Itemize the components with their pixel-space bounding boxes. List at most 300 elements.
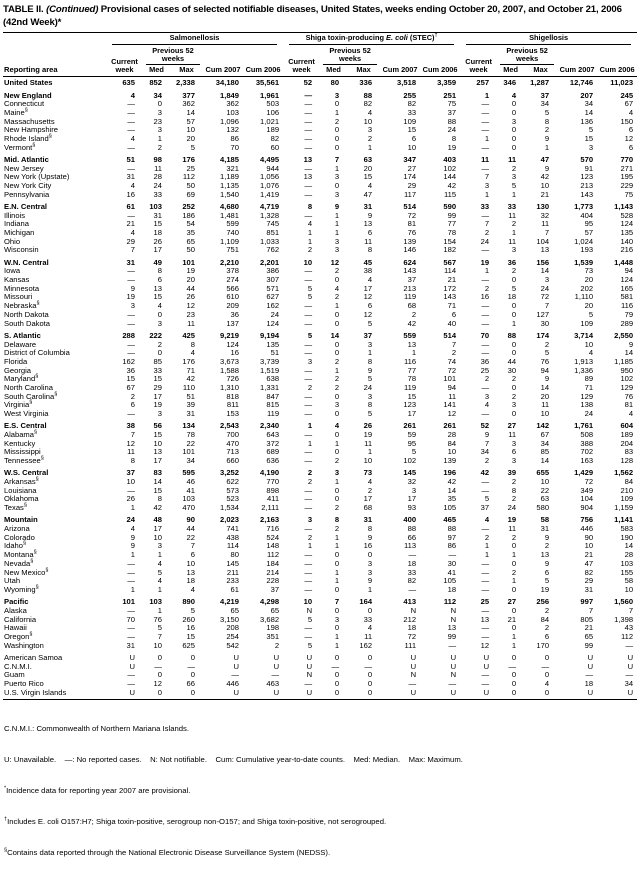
value-cell: 17: [407, 494, 417, 504]
col-header-max: Max: [356, 65, 371, 75]
value-cell: 0: [511, 670, 517, 680]
value-cell: 10: [540, 477, 550, 487]
value-cell: 0: [157, 670, 162, 680]
value-cell: 10: [363, 456, 373, 466]
value-cell: 5: [307, 640, 313, 650]
value-cell: 14: [330, 330, 340, 340]
value-cell: N: [410, 670, 417, 680]
title-rest: Provisional cases of selected notifiable diseases, United States, weeks ending October 20, 2007, and October 21, 2006 (42nd Week)*: [3, 4, 622, 28]
value-cell: 10: [407, 142, 417, 152]
value-cell: 14: [624, 541, 634, 551]
value-cell: 116: [621, 301, 634, 311]
value-cell: 4: [157, 576, 162, 586]
value-cell: 86: [230, 134, 239, 144]
value-cell: 655: [536, 468, 550, 478]
value-cell: 39: [507, 468, 517, 478]
value-cell: 16: [480, 292, 490, 302]
value-cell: 102: [403, 456, 417, 466]
value-cell: 508: [580, 430, 594, 440]
value-cell: 11: [364, 632, 373, 641]
value-cell: —: [304, 163, 313, 173]
value-cell: 66: [186, 679, 195, 689]
value-cell: 34: [540, 438, 550, 448]
value-cell: 0: [511, 142, 517, 152]
value-cell: 3: [157, 318, 162, 328]
value-cell: 745: [266, 219, 280, 229]
value-cell: 20: [584, 301, 594, 311]
value-cell: 153: [226, 409, 239, 419]
value-cell: —: [448, 640, 457, 650]
value-cell: 1,135: [219, 181, 239, 191]
value-cell: 88: [363, 90, 373, 100]
value-cell: 135: [266, 339, 280, 349]
value-cell: 1: [307, 421, 313, 431]
value-cell: 0: [334, 687, 340, 697]
value-cell: 2: [334, 116, 340, 126]
value-cell: 28: [447, 430, 457, 440]
value-cell: 68: [363, 503, 373, 513]
table-row: [3, 109, 637, 118]
value-cell: 59: [407, 430, 417, 440]
value-cell: 123: [580, 172, 594, 182]
value-cell: 1,560: [614, 597, 634, 607]
value-cell: 11: [154, 163, 162, 173]
value-cell: 351: [266, 632, 280, 641]
value-cell: U: [450, 661, 457, 671]
value-cell: 1: [411, 348, 417, 358]
value-cell: 5: [588, 309, 594, 319]
value-cell: 4,298: [260, 597, 280, 607]
value-cell: 5: [484, 494, 490, 504]
value-cell: 2: [544, 605, 550, 615]
table-row: [3, 267, 637, 276]
value-cell: 4: [130, 228, 135, 238]
value-cell: 446: [580, 524, 594, 534]
value-cell: 5: [190, 142, 195, 152]
value-cell: 13: [153, 447, 162, 457]
value-cell: 5: [411, 447, 417, 457]
value-cell: 81: [407, 219, 417, 229]
value-cell: 3: [334, 245, 340, 255]
value-cell: —: [481, 632, 490, 641]
value-cell: 2: [334, 266, 340, 276]
value-cell: 1: [511, 318, 517, 328]
value-cell: 950: [620, 365, 634, 375]
value-cell: 9: [544, 163, 550, 173]
value-cell: 2: [307, 468, 313, 478]
value-cell: 184: [266, 558, 280, 568]
value-cell: 12: [624, 134, 634, 144]
value-cell: 67: [540, 430, 550, 440]
reporting-area-cell: New Hampshire: [4, 125, 59, 135]
value-cell: 233: [226, 576, 239, 586]
value-cell: 571: [266, 283, 280, 293]
reporting-area-cell: W.N. Central: [4, 257, 49, 267]
value-cell: 2: [484, 374, 490, 384]
value-cell: 567: [443, 257, 457, 267]
table-row: [3, 504, 637, 513]
value-cell: 6: [367, 301, 373, 311]
value-cell: 72: [540, 292, 550, 302]
value-cell: 24: [507, 503, 517, 513]
value-cell: 503: [266, 99, 280, 109]
value-cell: 4: [334, 283, 340, 293]
value-cell: 170: [536, 640, 550, 650]
value-cell: —: [408, 584, 417, 594]
value-cell: 2: [307, 383, 313, 393]
table-row: [3, 560, 637, 569]
value-cell: U: [410, 661, 417, 671]
value-cell: 3: [334, 614, 340, 624]
value-cell: 139: [443, 456, 457, 466]
value-cell: 186: [182, 210, 195, 220]
value-cell: —: [304, 309, 313, 319]
value-cell: 72: [407, 632, 417, 641]
value-cell: 81: [624, 400, 634, 410]
value-cell: 23: [186, 309, 195, 319]
value-cell: 1,143: [614, 201, 634, 211]
value-cell: 82: [270, 134, 280, 144]
value-cell: 73: [584, 266, 594, 276]
value-cell: 13: [153, 283, 162, 293]
value-cell: 31: [126, 172, 135, 182]
reporting-area-cell: Mississippi: [4, 447, 41, 457]
value-cell: 12: [186, 301, 195, 311]
value-cell: 94: [540, 365, 550, 375]
value-cell: 7: [484, 438, 490, 448]
value-cell: 627: [266, 292, 280, 302]
value-cell: 251: [443, 90, 457, 100]
value-cell: 0: [511, 558, 517, 568]
value-cell: 146: [403, 245, 417, 255]
value-cell: 1: [367, 447, 373, 457]
value-cell: 5: [307, 283, 313, 293]
value-cell: 2: [307, 532, 313, 542]
value-cell: 255: [403, 90, 417, 100]
value-cell: 41: [447, 567, 457, 577]
value-cell: 105: [443, 576, 457, 586]
value-cell: 31: [584, 584, 594, 594]
value-cell: —: [304, 339, 313, 349]
value-cell: 1: [334, 640, 340, 650]
value-cell: —: [127, 318, 135, 328]
value-cell: 0: [334, 558, 340, 568]
value-cell: 2,111: [261, 503, 280, 513]
value-cell: 1,189: [219, 172, 239, 182]
value-cell: —: [508, 661, 517, 671]
value-cell: 3: [334, 90, 340, 100]
value-cell: 124: [620, 275, 634, 285]
value-cell: 176: [182, 154, 195, 164]
value-cell: 41: [186, 485, 195, 495]
reporting-area-cell: Georgia: [4, 365, 32, 375]
value-cell: 7: [157, 632, 162, 641]
value-cell: 145: [403, 468, 417, 478]
value-cell: U: [587, 652, 594, 662]
value-cell: 63: [540, 494, 550, 504]
value-cell: 2: [334, 356, 340, 366]
reporting-area-cell: Maryland§: [4, 373, 39, 384]
value-cell: —: [127, 142, 135, 152]
value-cell: 3: [157, 409, 162, 419]
value-cell: 1,913: [574, 356, 594, 366]
value-cell: 3: [367, 567, 373, 577]
value-cell: 1,033: [260, 236, 280, 246]
value-cell: 98: [153, 154, 162, 164]
value-cell: —: [481, 485, 490, 495]
value-cell: 2: [451, 348, 457, 358]
value-cell: 2: [511, 532, 517, 542]
value-cell: 559: [403, 330, 417, 340]
value-cell: 11: [508, 154, 517, 164]
value-cell: 890: [182, 597, 195, 607]
value-cell: 15: [126, 374, 135, 384]
reporting-area-cell: Texas§: [4, 502, 27, 513]
value-cell: 26: [186, 292, 195, 302]
table-row: [3, 191, 637, 200]
value-cell: 815: [266, 400, 280, 410]
value-cell: 99: [447, 632, 457, 641]
table-row: [3, 341, 637, 350]
value-cell: U: [306, 687, 313, 697]
value-cell: 38: [363, 266, 373, 276]
value-cell: 3: [588, 142, 594, 152]
value-cell: 174: [536, 330, 550, 340]
value-cell: 1,398: [614, 614, 634, 624]
value-cell: 2: [334, 503, 340, 513]
value-cell: U: [410, 652, 417, 662]
value-cell: 10: [186, 125, 195, 135]
value-cell: 195: [620, 172, 634, 182]
value-cell: —: [481, 210, 490, 220]
value-cell: 32: [407, 477, 417, 487]
value-cell: 104: [536, 236, 550, 246]
value-cell: 2: [367, 485, 373, 495]
value-cell: 4: [130, 134, 135, 144]
value-cell: 1,056: [260, 172, 280, 182]
value-cell: 10: [126, 477, 135, 487]
value-cell: 7: [130, 430, 135, 440]
value-cell: 0: [190, 652, 195, 662]
value-cell: 638: [266, 374, 280, 384]
value-cell: 3: [367, 391, 373, 401]
value-cell: 20: [186, 275, 195, 285]
value-cell: —: [481, 99, 490, 109]
value-cell: —: [304, 456, 313, 466]
value-cell: 4: [511, 90, 517, 100]
value-cell: —: [304, 485, 313, 495]
table-row: [3, 680, 637, 689]
value-cell: 1,540: [219, 189, 239, 199]
col-header-cum-2006: Cum 2006: [245, 65, 281, 75]
value-cell: —: [304, 266, 313, 276]
value-cell: —: [481, 309, 490, 319]
value-cell: 1: [367, 348, 373, 358]
value-cell: 9: [334, 201, 340, 211]
value-cell: 438: [226, 532, 239, 542]
value-cell: 80: [330, 78, 340, 88]
value-cell: 347: [403, 154, 417, 164]
value-cell: 19: [507, 515, 517, 525]
value-cell: 29: [584, 576, 594, 586]
value-cell: 388: [580, 438, 594, 448]
value-cell: 128: [620, 456, 634, 466]
value-cell: 1: [157, 550, 162, 560]
value-cell: 3,150: [219, 614, 239, 624]
reporting-area-cell: Arizona: [4, 524, 30, 534]
value-cell: 1,849: [219, 90, 239, 100]
value-cell: 11: [508, 210, 517, 220]
value-cell: 700: [226, 430, 239, 440]
value-cell: 35,561: [255, 78, 280, 88]
value-cell: 1: [307, 541, 313, 551]
table-body: [3, 77, 637, 700]
value-cell: —: [127, 125, 135, 135]
value-cell: 51: [186, 391, 195, 401]
value-cell: 8: [334, 515, 340, 525]
value-cell: 0: [334, 447, 340, 457]
table-row: [3, 642, 637, 651]
table-row: [3, 126, 637, 135]
value-cell: 610: [226, 292, 239, 302]
value-cell: 636: [266, 456, 280, 466]
value-cell: 52: [480, 421, 490, 431]
value-cell: 14: [624, 348, 634, 358]
reporting-area-cell: Utah: [4, 576, 21, 586]
value-cell: 362: [182, 99, 195, 109]
value-cell: 65: [584, 632, 594, 641]
reporting-area-cell: Michigan: [4, 228, 35, 238]
value-cell: 1,310: [219, 383, 239, 393]
value-cell: 245: [620, 90, 634, 100]
value-cell: 47: [584, 558, 594, 568]
value-cell: 25: [480, 597, 490, 607]
value-cell: 127: [536, 309, 550, 319]
reporting-area-cell: District of Columbia: [4, 348, 70, 358]
value-cell: N: [306, 605, 313, 615]
value-cell: 1,159: [614, 503, 634, 513]
page-title: [3, 4, 637, 33]
value-cell: 1,534: [219, 503, 239, 513]
value-cell: 0: [334, 550, 340, 560]
value-cell: 70: [126, 614, 135, 624]
table-row: [3, 586, 637, 595]
col-header-current-week: Current week: [111, 56, 138, 75]
value-cell: 71: [186, 365, 195, 375]
value-cell: 38: [126, 421, 135, 431]
value-cell: 15: [584, 134, 594, 144]
value-cell: 2: [411, 309, 417, 319]
value-cell: 4,185: [219, 154, 239, 164]
value-cell: 378: [226, 266, 239, 276]
value-cell: —: [625, 670, 634, 680]
value-cell: 83: [624, 447, 634, 457]
value-cell: 4: [367, 477, 373, 487]
reporting-area-cell: Mid. Atlantic: [4, 154, 49, 164]
value-cell: 5: [190, 605, 195, 615]
value-cell: 50: [186, 181, 195, 191]
value-cell: 0: [511, 687, 517, 697]
value-cell: 162: [359, 640, 373, 650]
value-cell: —: [481, 584, 490, 594]
value-cell: 8: [130, 456, 135, 466]
value-cell: —: [481, 605, 490, 615]
value-cell: —: [481, 163, 490, 173]
value-cell: 22: [186, 532, 195, 542]
value-cell: 1: [484, 90, 490, 100]
value-cell: 4: [307, 219, 313, 229]
value-cell: 1: [334, 301, 340, 311]
value-cell: 11,023: [610, 78, 634, 88]
value-cell: 9: [484, 430, 490, 440]
value-cell: 7: [130, 245, 135, 255]
value-cell: 4: [157, 558, 162, 568]
value-cell: 811: [226, 400, 239, 410]
value-cell: 1: [307, 228, 313, 238]
col-header-cum-2007: Cum 2007: [382, 65, 418, 75]
col-header-previous-52-weeks: Previous 52 weeks: [320, 45, 380, 65]
value-cell: 113: [403, 541, 417, 551]
value-cell: 4: [157, 301, 162, 311]
value-cell: 321: [226, 163, 239, 173]
value-cell: 6: [451, 309, 457, 319]
value-cell: —: [304, 447, 313, 457]
value-cell: 24: [126, 515, 135, 525]
value-cell: —: [448, 679, 457, 689]
value-cell: 5: [544, 348, 550, 358]
value-cell: 24: [363, 383, 373, 393]
value-cell: 101: [443, 374, 457, 384]
reporting-area-cell: Alaska: [4, 605, 27, 615]
value-cell: 0: [367, 687, 373, 697]
value-cell: 3: [307, 515, 313, 525]
value-cell: 3: [511, 172, 517, 182]
value-cell: 3: [411, 485, 417, 495]
value-cell: 514: [443, 330, 457, 340]
value-cell: 27: [507, 597, 517, 607]
value-cell: —: [481, 567, 490, 577]
value-cell: 1: [130, 584, 135, 594]
value-cell: —: [541, 661, 550, 671]
value-cell: 102: [620, 374, 634, 384]
value-cell: 123: [403, 400, 417, 410]
value-cell: 8: [157, 266, 162, 276]
value-cell: 271: [620, 163, 634, 173]
value-cell: 31: [186, 409, 195, 419]
value-cell: 77: [447, 219, 457, 229]
value-cell: 43: [624, 623, 634, 633]
value-cell: 0: [334, 318, 340, 328]
value-cell: 32: [540, 210, 550, 220]
value-cell: 140: [620, 236, 634, 246]
value-cell: 741: [226, 524, 239, 534]
value-cell: —: [304, 301, 313, 311]
value-cell: 362: [226, 99, 239, 109]
value-cell: 4: [130, 90, 135, 100]
value-cell: 1: [511, 189, 517, 199]
value-cell: 155: [620, 567, 634, 577]
value-cell: 4: [484, 515, 490, 525]
value-cell: 0: [334, 605, 340, 615]
value-cell: 37: [540, 90, 550, 100]
value-cell: 523: [226, 494, 239, 504]
value-cell: 82: [363, 99, 373, 109]
value-cell: 1: [511, 228, 517, 238]
value-cell: —: [304, 116, 313, 126]
value-cell: —: [304, 430, 313, 440]
value-cell: —: [127, 409, 135, 419]
reporting-area-cell: Hawaii: [4, 623, 27, 633]
